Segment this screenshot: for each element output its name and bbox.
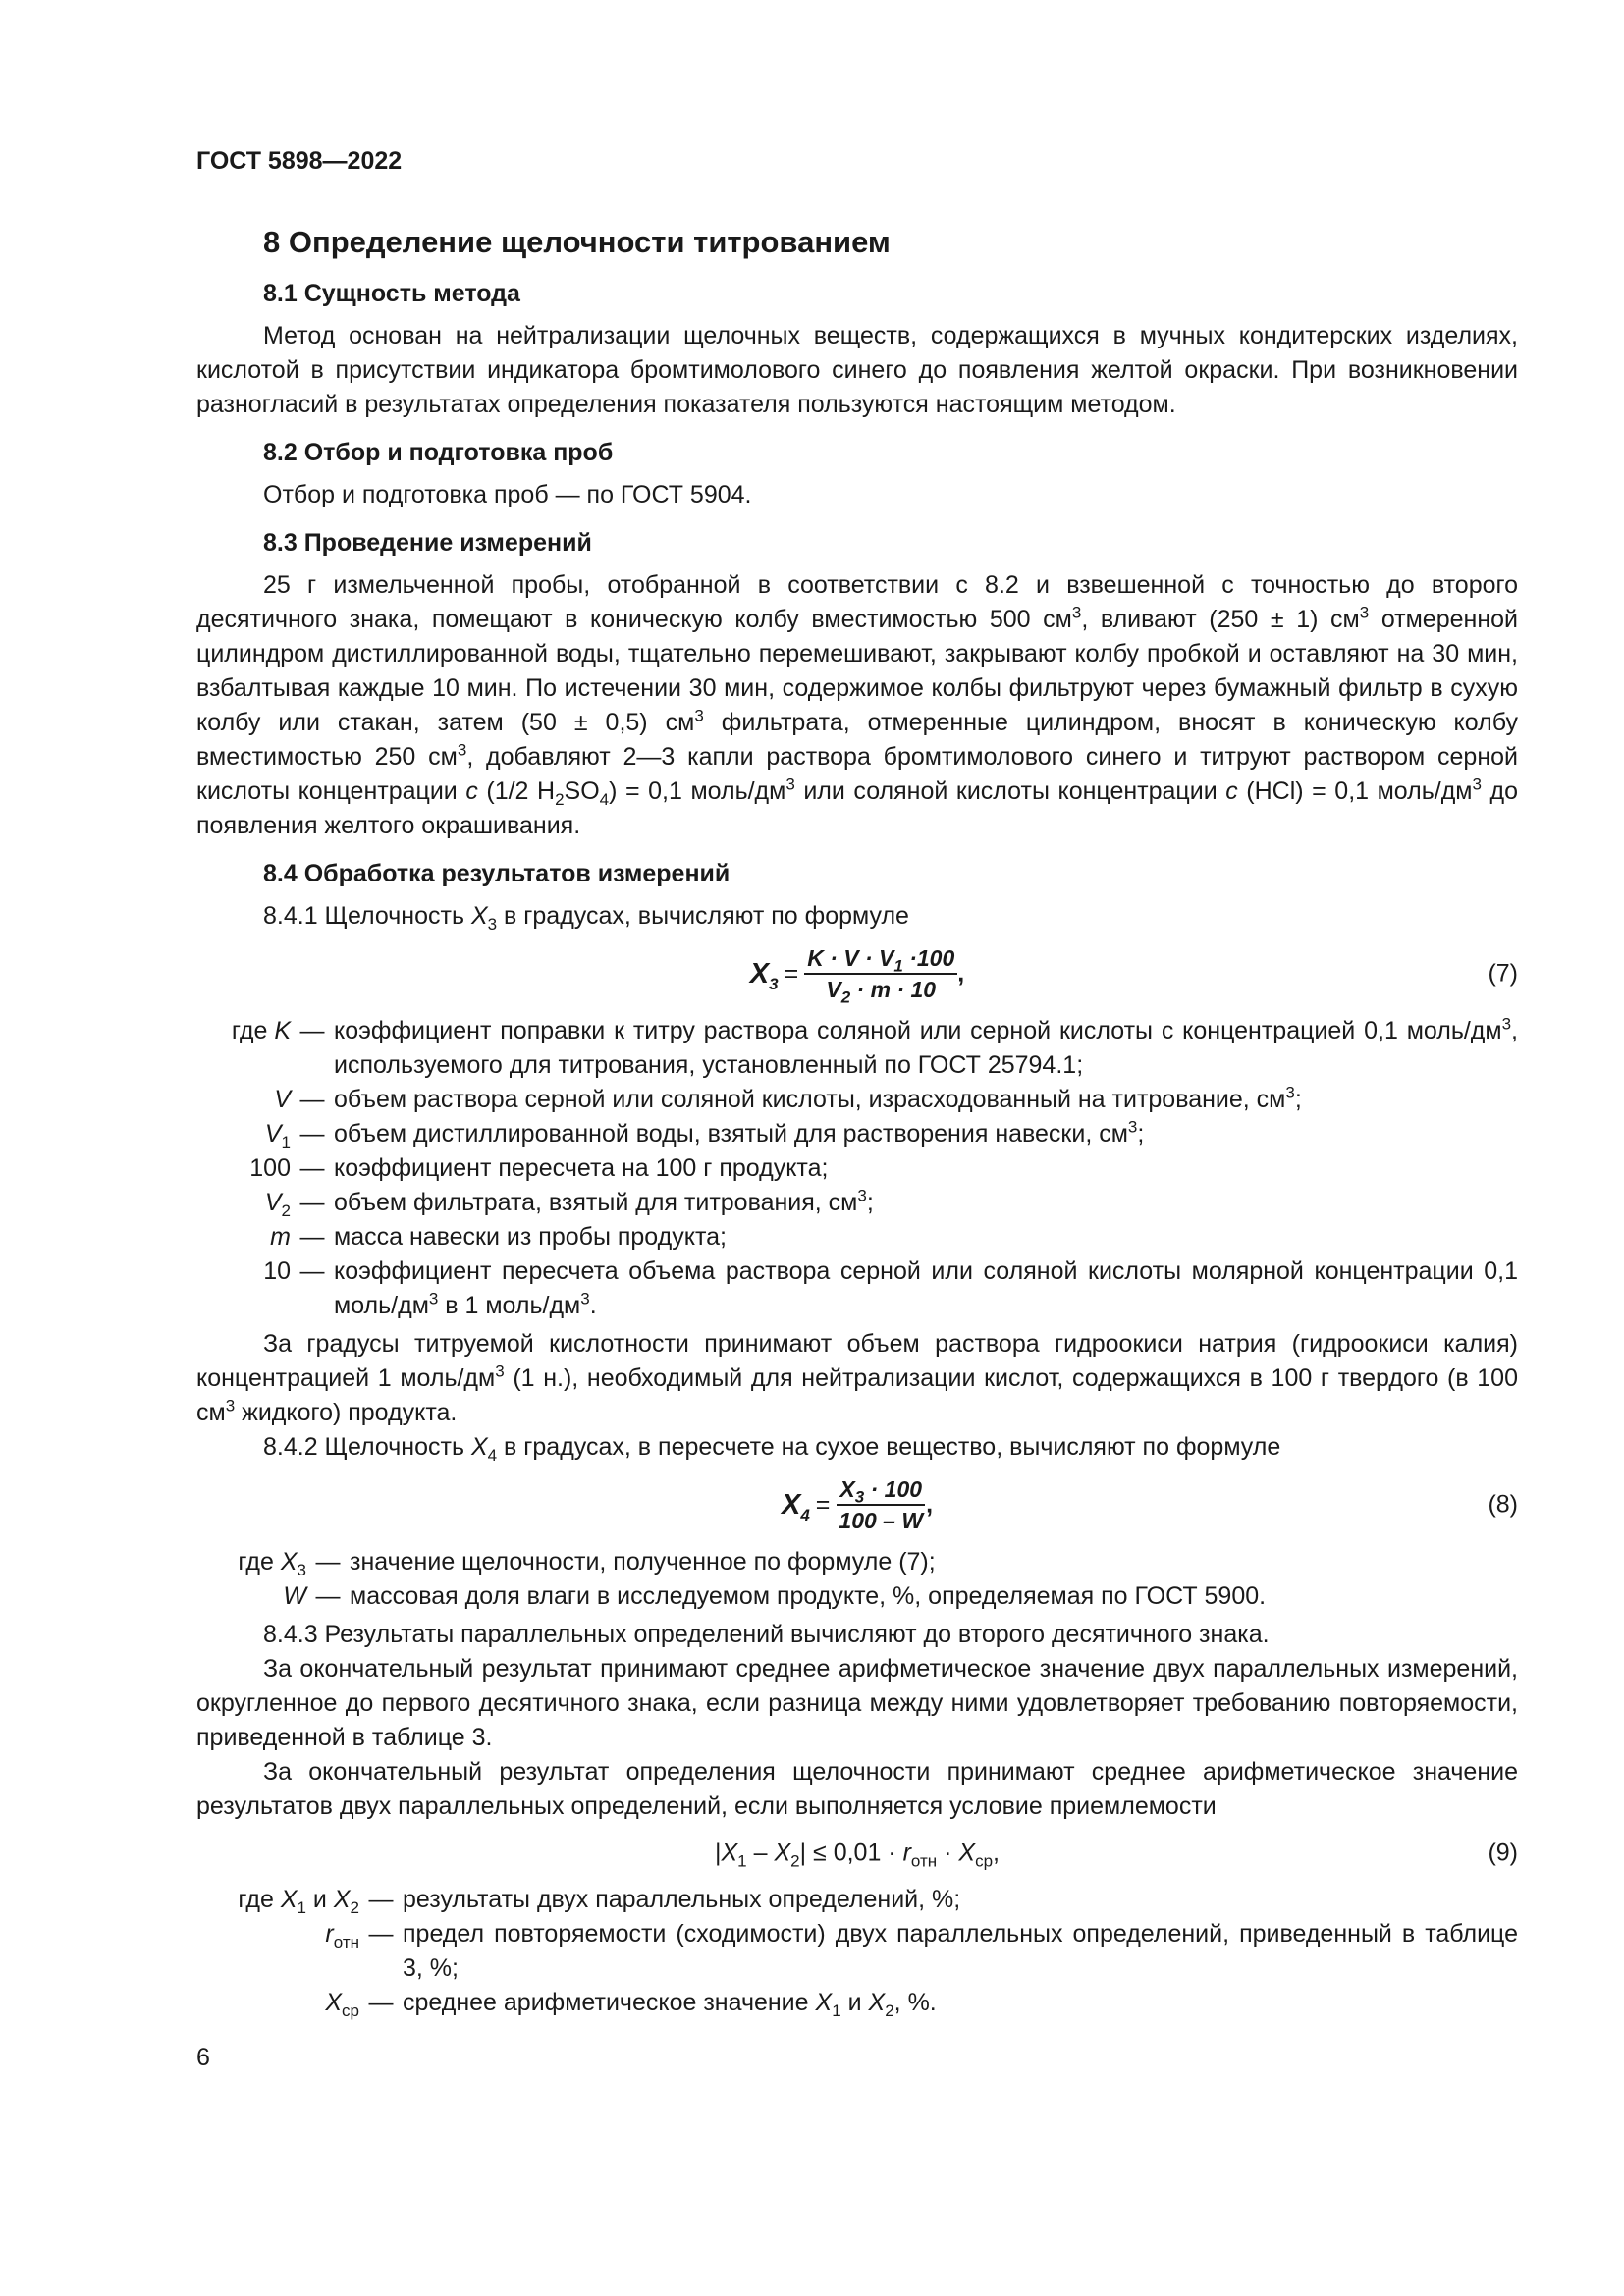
paragraph-8-4-2: 8.4.2 Щелочность $X_4$ в градусах, в пересчете на сухое вещество, вычисляют по формуле [263, 1433, 1281, 1465]
section-8-1-title: 8.1 Сущность метода [263, 280, 520, 307]
definition-row: где $X_3$ — значение щелочности, полученное по формуле (7); [238, 1548, 936, 1579]
final-result-paragraph-1: За окончательный результат принимают среднее арифметическое значение двух параллельных измерений, округленное до первого десятичного знака, если разница между ними удовлетворяет требованию повторяемости, приведенной в таблице 3. [196, 1655, 1518, 1751]
definition-row: W — массовая доля влаги в исследуемом продукте, %, определяемая по ГОСТ 5900. [283, 1582, 1267, 1610]
definition-row: где $X_1$ и $X_2$ — результаты двух параллельных определений, %; [238, 1886, 961, 1917]
formula-7: $X_3$ = $\frac{K \cdot V \cdot V_1 \cdot 100}{V_2 \cdot m \cdot 10}$ , (7) [749, 945, 1518, 1007]
section-8-2-title: 8.2 Отбор и подготовка проб [263, 439, 614, 466]
section-8-3-title: 8.3 Проведение измерений [263, 529, 592, 557]
section-8-title: 8 Определение щелочности титрованием [263, 225, 891, 259]
section-8-3-text: 25 г измельченной пробы, отобранной в соответствии с 8.2 и взвешенной с точностью до второго десятичного знака, помещают в коническую колбу вместимостью 500 $см^3$, вливают (250 ± 1) $см^3$ отмеренной цилиндром дистиллированной воды, тщательно перемешивают, закрывают колбу пробкой и оставляют на 30 мин, взбалтывая каждые 10 мин. По истечении 30 мин, содержимое колбы фильтруют через бумажный фильтр в сухую колбу или стакан, затем (50 ± 0,5) $см^3$ фильтрата, отмеренные цилиндром, вносят в коническую колбу вместимостью 250 $см^3$, добавляют 2—3 капли раствора бромтимолового синего и титруют раствором серной кислоты концентрации c (1/2 $H_2SO_4) = 0,1$ моль/$дм^3$ или соляной кислоты концентрации c (HCl) = 0,1 моль/$дм^3$ до появления желтого окрашивания. [196, 571, 1519, 839]
final-result-paragraph-2: За окончательный результат определения щелочности принимают среднее арифметическое значение результатов двух параллельных определений, если выполняется условие приемлемости [196, 1758, 1518, 1820]
section-8-4-title: 8.4 Обработка результатов измерений [263, 860, 731, 887]
definition-row: $r_{отн}$ — предел повторяемости (сходимости) двух параллельных определений, приведенный в таблице 3, %; [325, 1920, 1518, 1982]
definition-row: где K — коэффициент поправки к титру раствора соляной или серной кислоты с концентрацией 0,1 моль/$дм^3$, используемого для титрования, установленный по ГОСТ 25794.1; [231, 1014, 1518, 1079]
definition-row: $X_{ср}$ — среднее арифметическое значение $X_1$ и $X_2$, %. [325, 1989, 937, 2020]
formula-9: $|X_1 - X_2| \le 0,01 \cdot r_{отн} \cdot X_{ср}$, (9) [196, 1828, 1518, 1879]
formula-8-number: (8) [1488, 1490, 1518, 1519]
paragraph-8-4-1: 8.4.1 Щелочность $X_3$ в градусах, вычисляют по формуле [263, 902, 909, 934]
definition-row: $V_2$ — объем фильтрата, взятый для титрования, $см^3$; [264, 1186, 874, 1220]
formula-8: $X_4$ = $\frac{X_3 \cdot 100}{100 - W}$ , (8) [781, 1476, 1518, 1533]
formula-9-number: (9) [1488, 1839, 1518, 1867]
page-content [196, 218, 1518, 2024]
definition-row: $V_1$ — объем дистиллированной воды, взятый для растворения навески, $см^3$; [264, 1117, 1145, 1151]
page-number: 6 [196, 2044, 210, 2071]
section-8-2-text: Отбор и подготовка проб — по ГОСТ 5904. [263, 481, 752, 508]
definition-row: 100 — коэффициент пересчета на 100 г продукта; [249, 1154, 829, 1182]
definition-row: V — объем раствора серной или соляной кислоты, израсходованный на титрование, $см^3$; [274, 1083, 1302, 1113]
formula-9-definitions [196, 1883, 1518, 2020]
document-header: ГОСТ 5898—2022 [196, 147, 403, 175]
formula-7-definitions [196, 1014, 1518, 1323]
paragraph-8-4-3: 8.4.3 Результаты параллельных определений вычисляют до второго десятичного знака. [263, 1621, 1270, 1648]
definition-row: 10 — коэффициент пересчета объема раствора серной или соляной кислоты молярной концентрации 0,1 моль/$дм^3$ в 1 моль/$дм^3$. [263, 1257, 1518, 1319]
definition-row: m — масса навески из пробы продукта; [270, 1223, 727, 1251]
formula-8-definitions [196, 1545, 1518, 1614]
section-8-1-text: Метод основан на нейтрализации щелочных веществ, содержащихся в мучных кондитерских изделиях, кислотой в присутствии индикатора бромтимолового синего до появления желтой окраски. При возникновении разногласий в результатах определения показателя пользуются настоящим методом. [196, 322, 1518, 418]
degrees-paragraph: За градусы титруемой кислотности принимают объем раствора гидроокиси натрия (гидроокиси калия) концентрацией 1 моль/$дм^3$ (1 н.), необходимый для нейтрализации кислот, содержащихся в 100 г твердого (в 100 $см^3$ жидкого) продукта. [196, 1330, 1518, 1426]
formula-7-number: (7) [1488, 959, 1518, 988]
